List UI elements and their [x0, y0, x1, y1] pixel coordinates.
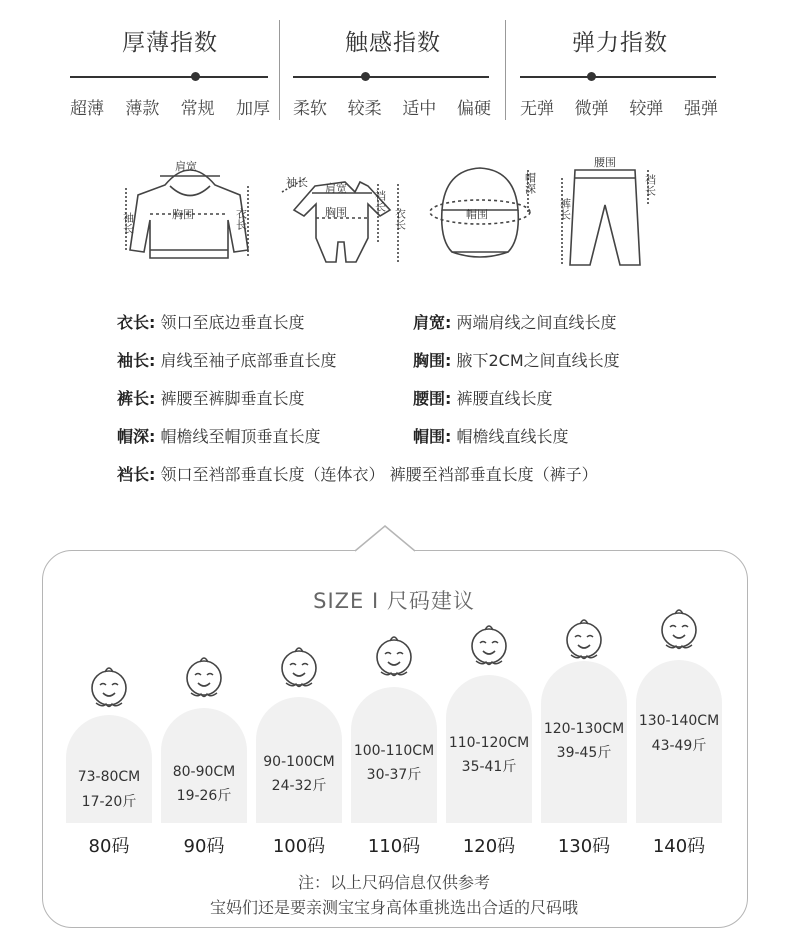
definition-text: 领口至底边垂直长度 — [160, 313, 305, 332]
elasticity-level: 强弹 — [683, 99, 718, 119]
definition-key: 胸围: — [413, 351, 452, 370]
definition-row — [413, 386, 553, 409]
size-weight: 43-49斤 — [651, 738, 707, 754]
elasticity-levels — [520, 94, 718, 119]
size-weight: 30-37斤 — [366, 767, 422, 783]
touch-level: 较柔 — [347, 99, 382, 119]
divider — [505, 20, 506, 120]
baby-face-icon — [662, 610, 696, 649]
size-section-title: SIZE I 尺码建议 — [313, 589, 475, 613]
definition-text: 裤腰至裤脚垂直长度 — [160, 389, 305, 408]
label-waist: 腰围 — [594, 156, 616, 169]
label-chest: 胸围 — [172, 208, 194, 221]
definition-text: 帽檐线至帽顶垂直长度 — [160, 427, 321, 446]
size-code: 80码 — [88, 836, 130, 857]
definition-text: 裤腰直线长度 — [456, 389, 553, 408]
definition-row — [117, 386, 305, 409]
thickness-level: 加厚 — [235, 99, 270, 119]
size-code: 130码 — [557, 836, 611, 857]
definition-row — [117, 310, 305, 333]
panel-notch — [355, 524, 415, 554]
definition-text: 领口至裆部垂直长度（连体衣） 裤腰至裆部垂直长度（裤子） — [160, 465, 598, 484]
size-weight: 19-26斤 — [176, 788, 232, 804]
divider — [279, 20, 280, 120]
thickness-index-title: 厚薄指数 — [122, 30, 218, 56]
definition-text: 两端肩线之间直线长度 — [456, 313, 617, 332]
definition-row — [117, 348, 337, 371]
touch-scale-line — [293, 76, 489, 78]
size-height: 80-90CM — [172, 764, 236, 780]
definition-key: 帽深: — [117, 427, 156, 446]
size-code: 120码 — [462, 836, 516, 857]
baby-face-icon — [377, 637, 411, 676]
definition-key: 裤长: — [117, 389, 156, 408]
size-height: 73-80CM — [77, 769, 141, 785]
label-chest: 胸围 — [325, 206, 347, 219]
baby-face-icon — [567, 620, 601, 659]
thickness-level: 超薄 — [70, 99, 104, 119]
thickness-scale-line — [70, 76, 268, 78]
label-shoulder: 肩宽 — [325, 182, 347, 195]
definition-text: 肩线至袖子底部垂直长度 — [160, 351, 337, 370]
definition-row — [413, 310, 617, 333]
size-code: 110码 — [367, 836, 421, 857]
thickness-scale-marker — [191, 72, 200, 81]
definition-key: 腰围: — [413, 389, 452, 408]
elasticity-scale-line — [520, 76, 716, 78]
size-weight: 24-32斤 — [271, 778, 327, 794]
label-crotch-length: 裆长 — [643, 174, 657, 196]
baby-face-icon — [472, 626, 506, 665]
elasticity-level: 较弹 — [629, 99, 664, 119]
label-pants-length: 裤长 — [558, 198, 572, 220]
elasticity-index-title: 弹力指数 — [572, 30, 668, 56]
label-length: 衣长 — [393, 208, 407, 230]
label-crotch-length: 裆长 — [373, 190, 387, 212]
label-length: 衣长 — [234, 208, 248, 230]
touch-level: 柔软 — [293, 99, 327, 119]
touch-level: 适中 — [402, 99, 437, 119]
definition-row — [117, 424, 321, 447]
pants-icon — [562, 170, 648, 265]
definition-key: 衣长: — [117, 313, 156, 332]
touch-level: 偏硬 — [456, 99, 491, 119]
thickness-level: 常规 — [180, 99, 215, 119]
definition-key: 裆长: — [117, 465, 156, 484]
size-height: 100-110CM — [353, 743, 435, 759]
definition-row — [413, 424, 569, 447]
label-hat-depth: 帽深 — [523, 172, 537, 194]
thickness-levels — [70, 94, 270, 119]
thickness-level: 薄款 — [125, 99, 160, 119]
baby-faces — [0, 600, 790, 720]
definition-row — [117, 462, 598, 485]
label-shoulder: 肩宽 — [175, 160, 197, 173]
elasticity-scale-marker — [587, 72, 596, 81]
touch-scale-marker — [361, 72, 370, 81]
touch-levels — [293, 94, 491, 119]
measurement-diagrams — [0, 150, 790, 280]
baby-face-icon — [92, 668, 126, 707]
label-sleeve: 袖长 — [121, 212, 135, 234]
size-code: 100码 — [272, 836, 326, 857]
size-card — [66, 715, 152, 823]
definition-key: 帽围: — [413, 427, 452, 446]
elasticity-level: 无弹 — [520, 99, 554, 119]
size-weight: 39-45斤 — [556, 745, 612, 761]
size-note: 注：以上尺码信息仅供参考 — [297, 873, 490, 892]
definition-row — [413, 348, 620, 371]
baby-face-icon — [282, 648, 316, 687]
size-height: 110-120CM — [448, 735, 530, 751]
size-advice: 宝妈们还是要亲测宝宝身高体重挑选出合适的尺码哦 — [209, 898, 578, 917]
touch-index-title: 触感指数 — [345, 30, 441, 56]
elasticity-level: 微弹 — [574, 99, 609, 119]
label-hat-circ: 帽围 — [466, 208, 488, 221]
size-weight: 17-20斤 — [81, 794, 137, 810]
label-sleeve: 袖长 — [286, 176, 308, 189]
size-height: 120-130CM — [543, 721, 625, 737]
size-code: 90码 — [183, 836, 225, 857]
size-height: 90-100CM — [263, 754, 335, 770]
definition-key: 肩宽: — [413, 313, 452, 332]
size-height: 130-140CM — [638, 713, 720, 729]
definition-text: 帽檐线直线长度 — [456, 427, 569, 446]
size-card — [161, 708, 247, 823]
baby-face-icon — [187, 658, 221, 697]
size-weight: 35-41斤 — [461, 759, 517, 775]
definition-key: 袖长: — [117, 351, 156, 370]
size-code: 140码 — [652, 836, 706, 857]
definition-text: 腋下2CM之间直线长度 — [456, 351, 620, 370]
